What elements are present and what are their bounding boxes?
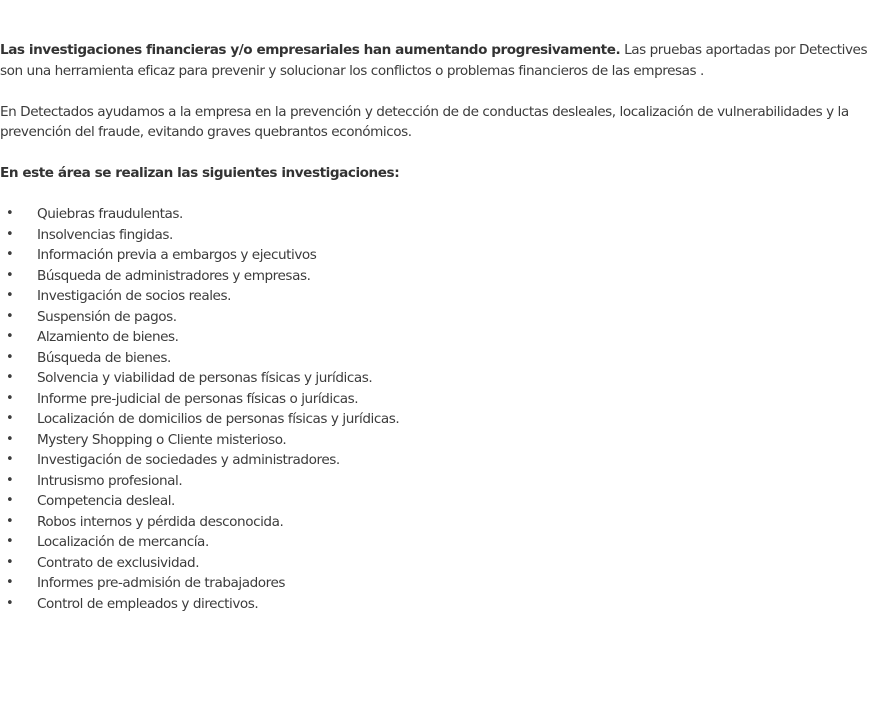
- list-item: [0, 532, 880, 553]
- list-item-text: Control de empleados y directivos.: [37, 595, 259, 612]
- list-item: [0, 491, 880, 512]
- bullet-icon: •: [6, 288, 14, 303]
- list-item: [0, 512, 880, 533]
- list-item: [0, 348, 880, 369]
- list-item: [0, 266, 880, 287]
- bullet-icon: •: [6, 206, 14, 221]
- bullet-icon: •: [6, 370, 14, 385]
- bullet-icon: •: [6, 247, 14, 262]
- list-item: [0, 553, 880, 574]
- list-item: [0, 594, 880, 615]
- list-item: [0, 225, 880, 246]
- list-item: [0, 286, 880, 307]
- list-item-text: Quiebras fraudulentas.: [37, 206, 183, 222]
- bullet-icon: •: [6, 390, 14, 406]
- list-item-text: Informes pre-admisión de trabajadores: [37, 575, 286, 591]
- bullet-icon: •: [6, 431, 14, 447]
- intro-bold-text: Las investigaciones financieras y/o empresariales han aumentando progresivamente.: [0, 42, 621, 58]
- bullet-icon: •: [6, 226, 14, 242]
- bullet-icon: •: [6, 452, 14, 467]
- list-item-text: Mystery Shopping o Cliente misterioso.: [37, 431, 287, 448]
- investigations-list: [0, 204, 880, 614]
- list-item: [0, 450, 880, 471]
- intro-paragraph: [0, 40, 880, 81]
- list-heading: [0, 163, 880, 184]
- list-item-text: Investigación de sociedades y administradores.: [37, 452, 340, 468]
- list-heading-text: En este área se realizan las siguientes investigaciones:: [0, 165, 400, 181]
- bullet-icon: •: [6, 534, 14, 549]
- list-item-text: Localización de mercancía.: [37, 534, 209, 550]
- services-paragraph: En Detectados ayudamos a la empresa en la prevención y detección de de conductas desleales, localización de vulnerabilidades y la prevención del fraude, evitando graves quebrantos económicos.: [0, 103, 849, 140]
- list-item-text: Robos internos y pérdida desconocida.: [37, 513, 284, 530]
- list-item-text: Localización de domicilios de personas físicas y jurídicas.: [37, 411, 400, 427]
- list-item-text: Suspensión de pagos.: [37, 308, 177, 325]
- intro-rest-text: Las pruebas aportadas por Detectives son una herramienta eficaz para prevenir y solucionar los conflictos o problemas financieros de las empresas .: [0, 42, 868, 79]
- list-item: [0, 327, 880, 348]
- bullet-icon: •: [6, 554, 14, 570]
- list-item-text: Informe pre-judicial de personas físicas o jurídicas.: [37, 390, 359, 407]
- list-item-text: Competencia desleal.: [37, 493, 175, 509]
- list-item: [0, 430, 880, 451]
- article-content: [0, 40, 880, 614]
- list-item: [0, 389, 880, 410]
- list-item-text: Búsqueda de administradores y empresas.: [37, 267, 311, 284]
- bullet-icon: •: [6, 267, 14, 283]
- list-item: [0, 245, 880, 266]
- bullet-icon: •: [6, 329, 14, 344]
- list-item-text: Búsqueda de bienes.: [37, 349, 171, 366]
- list-item: [0, 368, 880, 389]
- list-item: [0, 409, 880, 430]
- list-item: [0, 471, 880, 492]
- bullet-icon: •: [6, 575, 14, 590]
- bullet-icon: •: [6, 411, 14, 426]
- bullet-icon: •: [6, 595, 14, 611]
- list-item-text: Investigación de socios reales.: [37, 288, 231, 304]
- bullet-icon: •: [6, 308, 14, 324]
- list-item-text: Alzamiento de bienes.: [37, 329, 179, 345]
- bullet-icon: •: [6, 349, 14, 365]
- list-item: [0, 573, 880, 594]
- list-item-text: Intrusismo profesional.: [37, 472, 183, 489]
- bullet-icon: •: [6, 513, 14, 529]
- list-item-text: Solvencia y viabilidad de personas físicas y jurídicas.: [37, 370, 373, 386]
- list-item-text: Información previa a embargos y ejecutivos: [37, 247, 317, 263]
- list-item-text: Contrato de exclusividad.: [37, 554, 200, 571]
- list-item-text: Insolvencias fingidas.: [37, 226, 173, 243]
- bullet-icon: •: [6, 472, 14, 488]
- bullet-icon: •: [6, 493, 14, 508]
- list-item: [0, 204, 880, 225]
- list-item: [0, 307, 880, 328]
